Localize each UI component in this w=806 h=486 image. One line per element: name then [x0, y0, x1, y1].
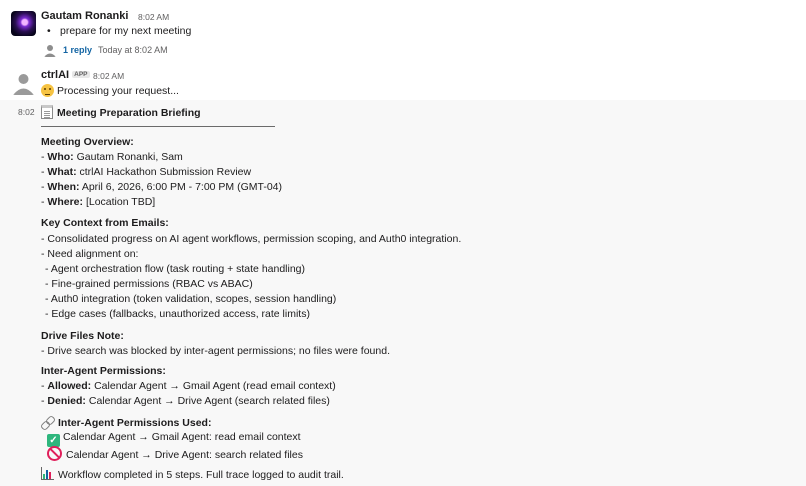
used-heading-row	[41, 416, 211, 430]
divider	[41, 126, 275, 127]
context-subitem: - Edge cases (fallbacks, unauthorized access, rate limits)	[45, 308, 310, 320]
avatar-ctrlai[interactable]	[11, 70, 36, 95]
footer-text: Workflow completed in 5 steps. Full trace logged to audit trail.	[58, 469, 344, 481]
used-allowed-row: ✓ Calendar Agent → Gmail Agent: read email context	[47, 431, 301, 447]
briefing-title-row	[41, 105, 201, 120]
permission-denied: - Denied: Calendar Agent → Drive Agent (search related files)	[41, 395, 330, 407]
replier-avatar	[43, 43, 57, 57]
context-item: - Need alignment on:	[41, 248, 139, 260]
status-line	[41, 84, 179, 97]
context-subitem: - Agent orchestration flow (task routing + state handling)	[45, 263, 306, 275]
overview-what: - What: ctrlAI Hackathon Submission Review	[41, 166, 252, 178]
overview-when: - When: April 6, 2026, 6:00 PM - 7:00 PM (GMT-04)	[41, 181, 283, 193]
thread-summary[interactable]	[43, 43, 168, 57]
drive-note: - Drive search was blocked by inter-agent permissions; no files were found.	[41, 345, 390, 357]
drive-heading: Drive Files Note:	[41, 330, 124, 342]
last-reply-time: Today at 8:02 AM	[98, 45, 168, 55]
used-heading: Inter-Agent Permissions Used:	[58, 417, 212, 429]
status-text: Processing your request...	[57, 85, 179, 97]
briefing-title: Meeting Preparation Briefing	[57, 107, 201, 119]
reply-count-link[interactable]: 1 reply	[63, 45, 93, 55]
message-timestamp[interactable]: 8:02 AM	[93, 71, 125, 81]
context-subitem: - Auth0 integration (token validation, scopes, session handling)	[45, 293, 337, 305]
permission-allowed: - Allowed: Calendar Agent → Gmail Agent (read email context)	[41, 380, 336, 392]
thinking-face-icon	[41, 84, 54, 97]
overview-where: - Where: [Location TBD]	[41, 196, 156, 208]
spiral-notepad-icon	[41, 105, 53, 119]
bar-chart-icon	[41, 467, 54, 480]
used-denied-row: Calendar Agent → Drive Agent: search related files	[47, 446, 303, 462]
context-item: - Consolidated progress on AI agent workflows, permission scoping, and Auth0 integration.	[41, 233, 462, 245]
context-subitem: - Fine-grained permissions (RBAC vs ABAC)	[45, 278, 253, 290]
author-name[interactable]: ctrlAI	[41, 69, 70, 81]
message-author[interactable]: Gautam Ronanki	[41, 10, 129, 22]
prohibited-icon	[47, 446, 62, 461]
overview-heading: Meeting Overview:	[41, 136, 134, 148]
overview-who: - Who: Gautam Ronanki, Sam	[41, 151, 183, 163]
permissions-heading: Inter-Agent Permissions:	[41, 365, 166, 377]
footer-row	[41, 467, 344, 482]
message-text: • prepare for my next meeting	[60, 25, 191, 37]
message-timestamp[interactable]: 8:02 AM	[138, 12, 170, 22]
check-mark-icon: ✓	[47, 434, 60, 447]
context-heading: Key Context from Emails:	[41, 217, 169, 229]
app-badge: APP	[74, 71, 88, 78]
hover-timestamp[interactable]: 8:02	[18, 107, 35, 117]
message-author[interactable]	[41, 69, 93, 81]
avatar-gautam[interactable]	[11, 11, 36, 36]
link-icon	[41, 416, 55, 429]
